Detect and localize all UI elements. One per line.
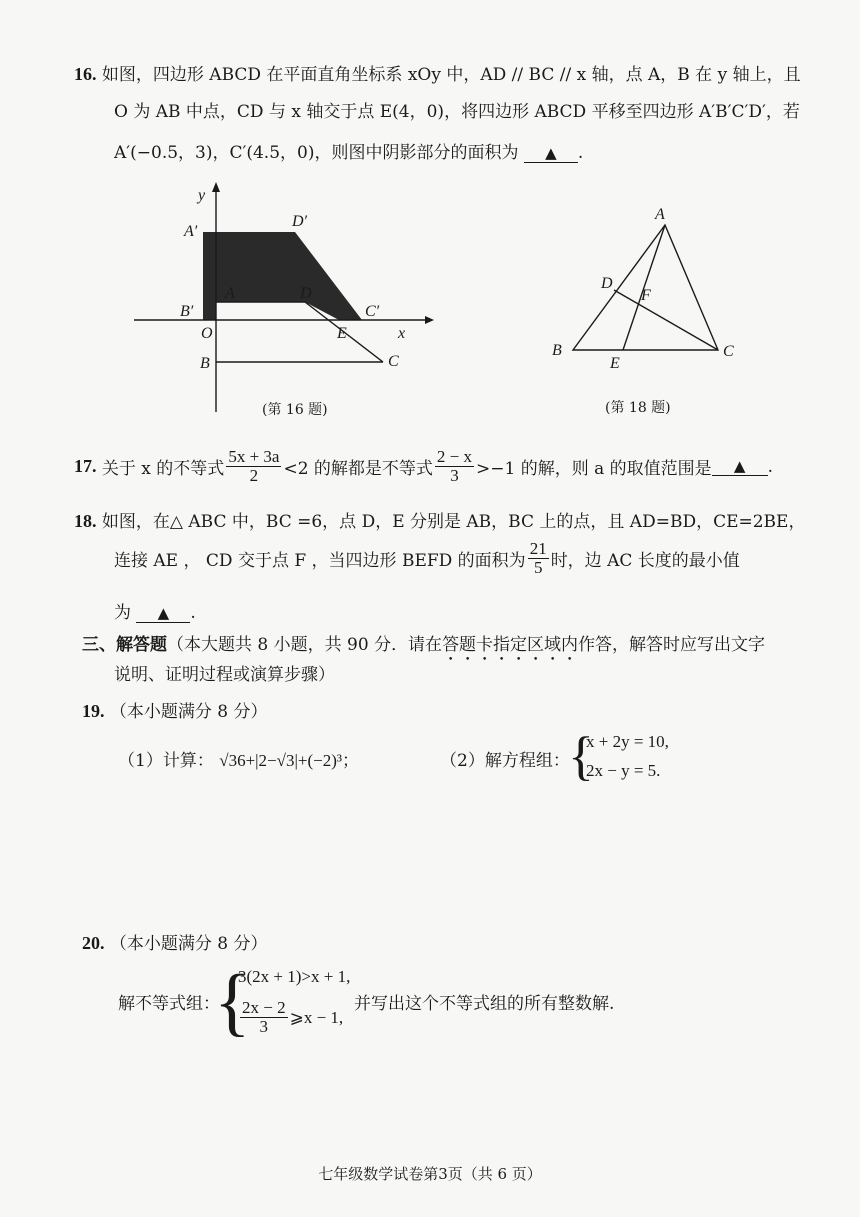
q18-text-2a: 连接 AE ， CD 交于点 F ，当四边形 BEFD 的面积为: [114, 551, 526, 571]
segment-CD: [614, 290, 718, 350]
q18-caption: (第 18 题): [605, 400, 671, 416]
label-y: y: [198, 187, 206, 204]
label-C: C: [723, 343, 734, 360]
q17-text-1: 关于 x 的不等式: [101, 459, 225, 479]
q17-fraction-2-num: 2 − x: [436, 447, 473, 466]
q20-left-brace: {: [214, 960, 251, 1044]
q17-answer-blank: ▲: [712, 457, 768, 476]
q16-figure: [128, 178, 438, 418]
q18-text-1: 如图，在△ ABC 中，BC =6，点 D，E 分别是 AB，BC 上的点，且 AD=BD，CE=2BE，: [101, 512, 806, 532]
q18-line2: [114, 540, 740, 577]
q16-period: .: [577, 143, 584, 163]
q17-line: [74, 448, 773, 485]
q20-tail: 并写出这个不等式组的所有整数解.: [354, 994, 615, 1014]
label-E: E: [337, 325, 347, 342]
label-F: F: [641, 287, 651, 304]
label-A: A: [655, 206, 665, 223]
q18-line1: [74, 507, 805, 532]
q18-period: .: [190, 603, 196, 623]
q17-fraction-1: [226, 448, 281, 485]
q18-fraction: [528, 540, 549, 577]
x-axis-arrow: [425, 316, 434, 324]
q16-text-2: O 为 AB 中点，CD 与 x 轴交于点 E(4，0)，将四边形 ABCD 平移至四边形 A′B′C′D′，若: [114, 102, 800, 122]
label-E: E: [610, 355, 620, 372]
q20-score: （本小题满分 8 分）: [109, 934, 268, 954]
q18-figure: [545, 200, 745, 380]
q17-fraction-2: [435, 448, 474, 485]
q19-left-brace: {: [568, 726, 594, 786]
q19-header: [82, 697, 268, 722]
q18-text-3: 为: [114, 603, 131, 623]
label-B: B: [552, 342, 562, 359]
label-D: D: [601, 275, 613, 292]
q20-fraction-den: 3: [259, 1017, 269, 1036]
q20-fraction-num: 2x − 2: [242, 998, 286, 1017]
label-D-prime: D′: [292, 213, 308, 230]
q16-shaded-region: [203, 232, 362, 320]
label-x: x: [398, 325, 406, 342]
q20-inequality-2-rest: ⩾x − 1,: [289, 1007, 344, 1027]
q19-part2-label: （2）解方程组：: [440, 751, 570, 771]
q16-text-1: 如图，四边形 ABCD 在平面直角坐标系 xOy 中，AD // BC // x 轴，点 A，B 在 y 轴上，且: [101, 65, 801, 85]
q20-fraction: [240, 999, 288, 1036]
q17-period: .: [767, 456, 774, 477]
label-O: O: [201, 325, 213, 342]
q16-text-3: A′(−0.5，3)，C′(4.5，0)，则图中阴影部分的面积为: [114, 143, 519, 163]
page-footer: 七年级数学试卷第3页（共 6 页）: [318, 1165, 542, 1183]
q16-line3: [114, 138, 583, 163]
q17-text-3: >−1 的解，则 a 的取值范围是: [476, 459, 712, 479]
q19-equation-2: 2x − y = 5.: [586, 761, 661, 780]
q17-fraction-1-den: 2: [249, 466, 259, 485]
section3-text-line2: 说明、证明过程或演算步骤）: [114, 665, 335, 685]
q18-fraction-den: 5: [533, 558, 543, 577]
q20-header: [82, 929, 268, 954]
q16-number: 16.: [74, 64, 97, 84]
section3-dotted: 答题卡指定区域内: [442, 635, 579, 655]
label-A: A: [225, 285, 235, 302]
label-A-prime: A′: [184, 223, 198, 240]
q18-number: 18.: [74, 511, 97, 531]
label-C: C: [388, 353, 399, 370]
q20-inequality-2: [238, 999, 343, 1036]
q19-part1-expression: √36+|2−√3|+(−2)³；: [219, 751, 359, 770]
q18-text-2b: 时，边 AC 长度的最小值: [550, 551, 740, 571]
q20-label: 解不等式组：: [118, 994, 220, 1014]
q20-number: 20.: [82, 933, 105, 953]
q19-equation-1: x + 2y = 10,: [586, 732, 669, 751]
q19-score: （本小题满分 8 分）: [109, 702, 268, 722]
section3-text-1: （本大题共 8 小题，共 90 分．请在: [167, 635, 443, 655]
q16-answer-blank: ▲: [524, 144, 578, 163]
label-B: B: [200, 355, 210, 372]
q17-text-2: <2 的解都是不等式: [283, 459, 433, 479]
q19-number: 19.: [82, 701, 105, 721]
q18-fraction-num: 21: [529, 539, 547, 558]
label-B-prime: B′: [180, 303, 194, 320]
label-C-prime: C′: [365, 303, 380, 320]
q18-answer-blank: ▲: [136, 604, 190, 623]
q17-number: 17.: [74, 456, 97, 476]
label-D: D: [300, 285, 312, 302]
y-axis-arrow: [212, 182, 220, 192]
q17-fraction-2-den: 3: [450, 466, 459, 485]
section3-title: 三、解答题: [82, 635, 167, 655]
section3-text-2: 作答，解答时应写出文字: [578, 635, 766, 655]
q16-line1: [74, 60, 801, 85]
q18-line3: [114, 598, 196, 623]
q19-part1: [118, 746, 359, 771]
q19-part1-label: （1）计算：: [118, 751, 214, 771]
q20-inequality-1: 3(2x + 1)>x + 1,: [238, 967, 351, 986]
q17-fraction-1-num: 5x + 3a: [228, 447, 280, 466]
q16-caption: (第 16 题): [262, 402, 328, 418]
